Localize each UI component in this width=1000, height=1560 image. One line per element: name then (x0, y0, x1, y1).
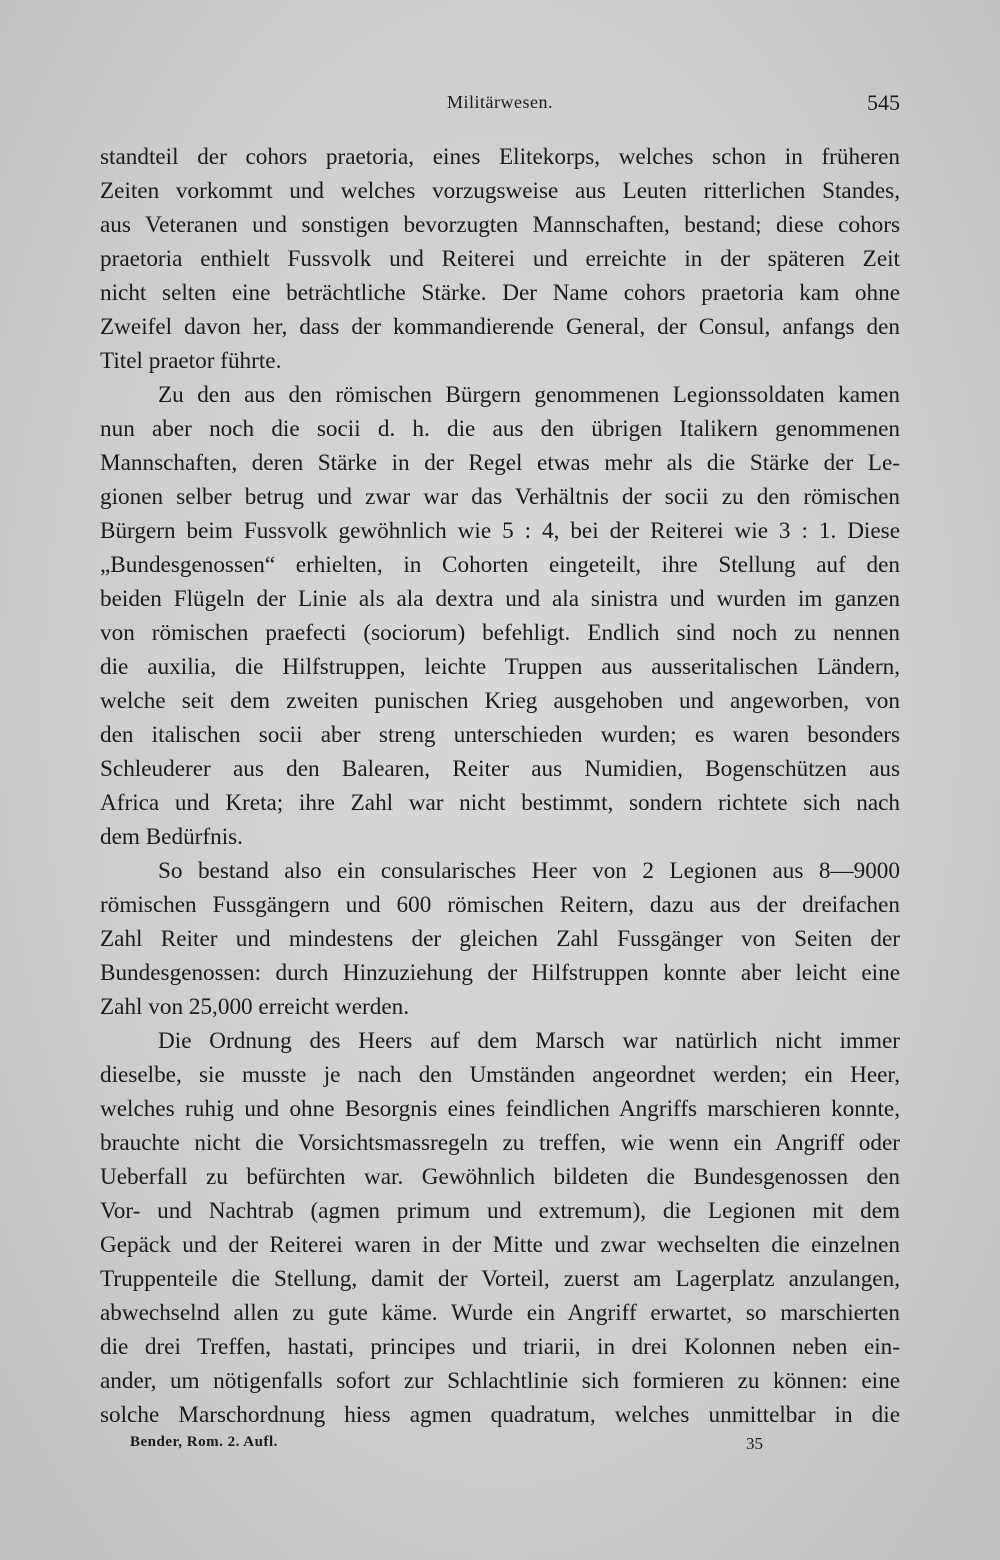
text-line: So bestand also ein consularisches Heer von 2 Legionen aus 8—9000 (158, 858, 900, 884)
text-line: Titel praetor führte. (100, 348, 282, 374)
text-line: Schleuderer aus den Balearen, Reiter aus Numidien, Bogenschützen aus (100, 756, 900, 782)
text-line: von römischen praefecti (sociorum) befehligt. Endlich sind noch zu nennen (100, 620, 900, 646)
text-line: die drei Treffen, hastati, principes und triarii, in drei Kolonnen neben ein- (100, 1334, 900, 1360)
text-line: gionen selber betrug und zwar war das Verhältnis der socii zu den römischen (100, 484, 900, 510)
text-line: dem Bedürfnis. (100, 824, 243, 850)
text-line: Zahl Reiter und mindestens der gleichen Zahl Fussgänger von Seiten der (100, 926, 900, 952)
text-line: „Bundesgenossen“ erhielten, in Cohorten eingeteilt, ihre Stellung auf den (100, 552, 900, 578)
text-line: beiden Flügeln der Linie als ala dextra und ala sinistra und wurden im ganzen (100, 586, 900, 612)
text-line: Vor- und Nachtrab (agmen primum und extremum), die Legionen mit dem (100, 1198, 900, 1224)
text-line: die auxilia, die Hilfstruppen, leichte Truppen aus ausseritalischen Ländern, (100, 654, 900, 680)
text-line: römischen Fussgängern und 600 römischen Reitern, dazu aus der dreifachen (100, 892, 900, 918)
page-number: 545 (867, 90, 900, 115)
text-line: Zeiten vorkommt und welches vorzugsweise aus Leuten ritterlichen Standes, (100, 178, 900, 204)
text-line: dieselbe, sie musste je nach den Umständen angeordnet werden; ein Heer, (100, 1062, 900, 1088)
text-line: Ueberfall zu befürchten war. Gewöhnlich bildeten die Bundesgenossen den (100, 1164, 900, 1190)
text-line: Die Ordnung des Heers auf dem Marsch war natürlich nicht immer (158, 1028, 900, 1054)
running-head (100, 92, 900, 118)
text-line: nicht selten eine beträchtliche Stärke. Der Name cohors praetoria kam ohne (100, 280, 900, 306)
text-line: Zweifel davon her, dass der kommandierende General, der Consul, anfangs den (100, 314, 900, 340)
text-line: den italischen socii aber streng unterschieden wurden; es waren besonders (100, 722, 900, 748)
page-footer (130, 1434, 770, 1458)
running-title: Militärwesen. (447, 92, 553, 112)
printer-signature: Bender, Rom. 2. Aufl. (130, 1434, 278, 1450)
text-line: welches ruhig und ohne Besorgnis eines feindlichen Angriffs marschieren konnte, (100, 1096, 900, 1122)
text-line: Zu den aus den römischen Bürgern genommenen Legionssoldaten kamen (158, 382, 900, 408)
text-line: Bundesgenossen: durch Hinzuziehung der Hilfstruppen konnte aber leicht eine (100, 960, 900, 986)
text-line: solche Marschordnung hiess agmen quadratum, welches unmittelbar in die (100, 1402, 900, 1428)
text-line: Mannschaften, deren Stärke in der Regel etwas mehr als die Stärke der Le- (100, 450, 900, 476)
text-line: Gepäck und der Reiterei waren in der Mitte und zwar wechselten die einzelnen (100, 1232, 900, 1258)
text-line: Truppenteile die Stellung, damit der Vorteil, zuerst am Lagerplatz anzulangen, (100, 1266, 900, 1292)
sheet-number: 35 (746, 1434, 763, 1453)
text-line: standteil der cohors praetoria, eines Elitekorps, welches schon in früheren (100, 144, 900, 170)
text-line: Zahl von 25,000 erreicht werden. (100, 994, 410, 1020)
text-line: Africa und Kreta; ihre Zahl war nicht bestimmt, sondern richtete sich nach (100, 790, 900, 816)
text-line: aus Veteranen und sonstigen bevorzugten Mannschaften, bestand; diese cohors (100, 212, 900, 238)
text-line: Bürgern beim Fussvolk gewöhnlich wie 5 : 4, bei der Reiterei wie 3 : 1. Diese (100, 518, 900, 544)
body-text (100, 140, 900, 1432)
text-line: ander, um nötigenfalls sofort zur Schlachtlinie sich formieren zu können: eine (100, 1368, 900, 1394)
text-line: brauchte nicht die Vorsichtsmassregeln zu treffen, wie wenn ein Angriff oder (100, 1130, 900, 1156)
text-line: praetoria enthielt Fussvolk und Reiterei und erreichte in der späteren Zeit (100, 246, 900, 272)
text-line: nun aber noch die socii d. h. die aus den übrigen Italikern genommenen (100, 416, 900, 442)
text-line: abwechselnd allen zu gute käme. Wurde ein Angriff erwartet, so marschierten (100, 1300, 900, 1326)
text-line: welche seit dem zweiten punischen Krieg ausgehoben und angeworben, von (100, 688, 900, 714)
